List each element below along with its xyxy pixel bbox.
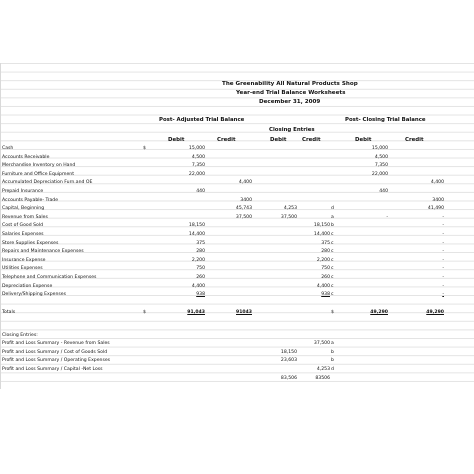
cell-cl-debit: 4,253 xyxy=(283,206,297,212)
cell-adj-debit: 14,400 xyxy=(188,232,205,237)
cell-pc-debit: - xyxy=(386,214,388,220)
cell-cl-credit: 375 xyxy=(321,240,330,246)
col-cl-debit: Debit xyxy=(270,137,287,143)
cell-adj-debit: 260 xyxy=(196,275,205,280)
cell-pc-credit: - xyxy=(442,232,444,237)
closing-cell-cl-debit: 23,603 xyxy=(280,358,297,364)
closing-cell-label: Profit and Loss Summary - Revenue from Sales xyxy=(2,341,110,346)
cell-cl-credit: 260 xyxy=(321,275,330,280)
totals-adj-debit: 91,043 xyxy=(187,310,205,315)
cell-flag: c xyxy=(331,249,334,255)
cell-adj-debit: 4,500 xyxy=(191,154,205,160)
cell-label: Repairs and Maintenance Expenses xyxy=(2,249,84,255)
cell-pc-debit: 15,000 xyxy=(371,146,388,151)
cell-label: Utilities Expenses xyxy=(2,266,43,272)
cell-label: Prepaid Insurance xyxy=(2,189,44,194)
cell-pc-credit: - xyxy=(442,223,444,229)
closing-cell-cl-credit: 4,253 xyxy=(316,366,330,372)
cell-pc-credit: 3400 xyxy=(432,197,444,203)
cell-adj-debit: 375 xyxy=(196,240,205,246)
cell-flag: a xyxy=(331,214,334,220)
cell-pc-debit: 22,000 xyxy=(371,171,388,177)
cell-label: Revenue from Sales xyxy=(2,214,48,220)
cell-cl-credit: 18,150 xyxy=(313,223,330,229)
cell-adj-debit: 15,000 xyxy=(188,146,205,151)
cell-adj-debit: 938 xyxy=(196,292,205,298)
cell-pc-credit: - xyxy=(442,240,444,246)
cell-adj-credit: 4,400 xyxy=(238,180,252,186)
totals-adj-credit: 91043 xyxy=(236,310,252,315)
cell-adj-debit: 280 xyxy=(196,249,205,255)
cell-pc-credit: 4,400 xyxy=(430,180,444,186)
cell-flag: c xyxy=(331,292,334,298)
cell-flag: c xyxy=(331,240,334,246)
cell-flag: b xyxy=(331,223,334,229)
col-pc-credit: Credit xyxy=(405,137,424,143)
totals-pc-credit: 49,290 xyxy=(426,310,444,315)
cell-label: Delivery/Shipping Expenses xyxy=(2,292,67,298)
cell-pc-credit: - xyxy=(442,275,444,280)
cell-pc-credit: - xyxy=(442,266,444,272)
closing-cell-flag: d xyxy=(331,366,334,372)
cell-cl-credit: 750 xyxy=(321,266,330,272)
cell-pc-debit: 440 xyxy=(379,189,388,194)
col-adj-debit: Debit xyxy=(168,137,185,143)
cell-adj-debit: 4,400 xyxy=(191,283,205,289)
cell-cl-debit: 37,500 xyxy=(280,214,297,220)
cell-label: Accounts Receivable xyxy=(2,154,50,160)
title-worksheet: Year-end Trial Balance Worksheets xyxy=(236,90,346,96)
cell-label: Furniture and Office Equipment xyxy=(2,171,74,177)
cell-label: Cash xyxy=(2,146,14,151)
cell-cl-credit: 280 xyxy=(321,249,330,255)
cell-adj-debit: 22,000 xyxy=(188,171,205,177)
cell-pc-credit: - xyxy=(442,283,444,289)
cell-label: Store Supplies Expenses xyxy=(2,240,59,246)
cell-flag: c xyxy=(331,275,334,280)
closing-cell-flag: b xyxy=(331,358,334,364)
cell-label: Depreciation Expense xyxy=(2,283,53,289)
closing-cell-cl-debit: 18,150 xyxy=(280,349,297,355)
col-adj-credit: Credit xyxy=(217,137,236,143)
section-closing-entries: Closing Entries xyxy=(269,127,315,133)
cell-label: Insurance Expense xyxy=(2,257,46,263)
cell-flag: c xyxy=(331,232,334,237)
closing-cell-flag: a xyxy=(331,341,334,346)
section-post-closing: Post- Closing Trial Balance xyxy=(345,117,426,123)
closing-total-debit: 83,506 xyxy=(280,376,297,381)
cell-adj-debit: 18,150 xyxy=(188,223,205,229)
cell-label: Merchandise Inventory on Hand xyxy=(2,163,76,169)
cell-flag: c xyxy=(331,257,334,263)
title-date: December 31, 2009 xyxy=(259,99,321,105)
closing-cell-flag: b xyxy=(331,349,334,355)
closing-total-credit: 83506 xyxy=(315,376,330,381)
cell-label: Telephone and Communication Expenses xyxy=(2,275,97,280)
cell-adj-credit: 45,743 xyxy=(235,206,252,212)
cell-pc-credit: 41,490 xyxy=(427,206,444,212)
cell-dollar: $ xyxy=(143,146,146,151)
totals-pc-dollar: $ xyxy=(331,310,334,315)
cell-adj-debit: 750 xyxy=(196,266,205,272)
cell-flag: c xyxy=(331,266,334,272)
cell-adj-credit: 37,500 xyxy=(235,214,252,220)
cell-cl-credit: 4,400 xyxy=(316,283,330,289)
totals-pc-debit: 49,290 xyxy=(370,310,388,315)
cell-label: Salaries Expenses xyxy=(2,232,44,237)
closing-cell-label: Profit and Loss Summary / Capital -Net Loss xyxy=(2,366,103,372)
cell-flag: d xyxy=(331,206,334,212)
closing-cell-label: Profit and Loss Summary / Cost of Goods Sold xyxy=(2,349,108,355)
cell-flag: c xyxy=(331,283,334,289)
cell-pc-credit: - xyxy=(442,292,444,298)
closing-entries-heading: Closing Entries: xyxy=(2,333,38,338)
cell-adj-credit: 3400 xyxy=(240,197,252,203)
cell-cl-credit: 2,200 xyxy=(316,257,330,263)
title-company: The Greenability All Natural Products Shop xyxy=(222,81,358,87)
cell-pc-debit: 4,500 xyxy=(374,154,388,160)
cell-adj-debit: 7,350 xyxy=(191,163,205,169)
cell-adj-debit: 2,200 xyxy=(191,257,205,263)
closing-cell-cl-credit: 37,500 xyxy=(313,341,330,346)
cell-label: Accounts Payable- Trade xyxy=(2,197,59,203)
cell-pc-credit: - xyxy=(442,214,444,220)
col-pc-debit: Debit xyxy=(355,137,372,143)
cell-label: Accumulated Depreciation Furn.and OE xyxy=(2,180,93,186)
totals-label: Totals xyxy=(2,310,16,315)
cell-adj-debit: 440 xyxy=(196,189,205,194)
cell-label: Cost of Good Sold xyxy=(2,223,44,229)
cell-cl-credit: 938 xyxy=(321,292,330,298)
cell-pc-debit: 7,350 xyxy=(374,163,388,169)
cell-pc-credit: - xyxy=(442,249,444,255)
closing-cell-label: Profit and Loss Summary / Operating Expenses xyxy=(2,358,111,364)
section-post-adjusted: Post- Adjusted Trial Balance xyxy=(159,117,245,123)
cell-label: Capital, Beginning xyxy=(2,206,45,212)
col-cl-credit: Credit xyxy=(302,137,321,143)
cell-cl-credit: 14,400 xyxy=(313,232,330,237)
totals-dollar: $ xyxy=(143,310,146,315)
cell-pc-credit: - xyxy=(442,257,444,263)
